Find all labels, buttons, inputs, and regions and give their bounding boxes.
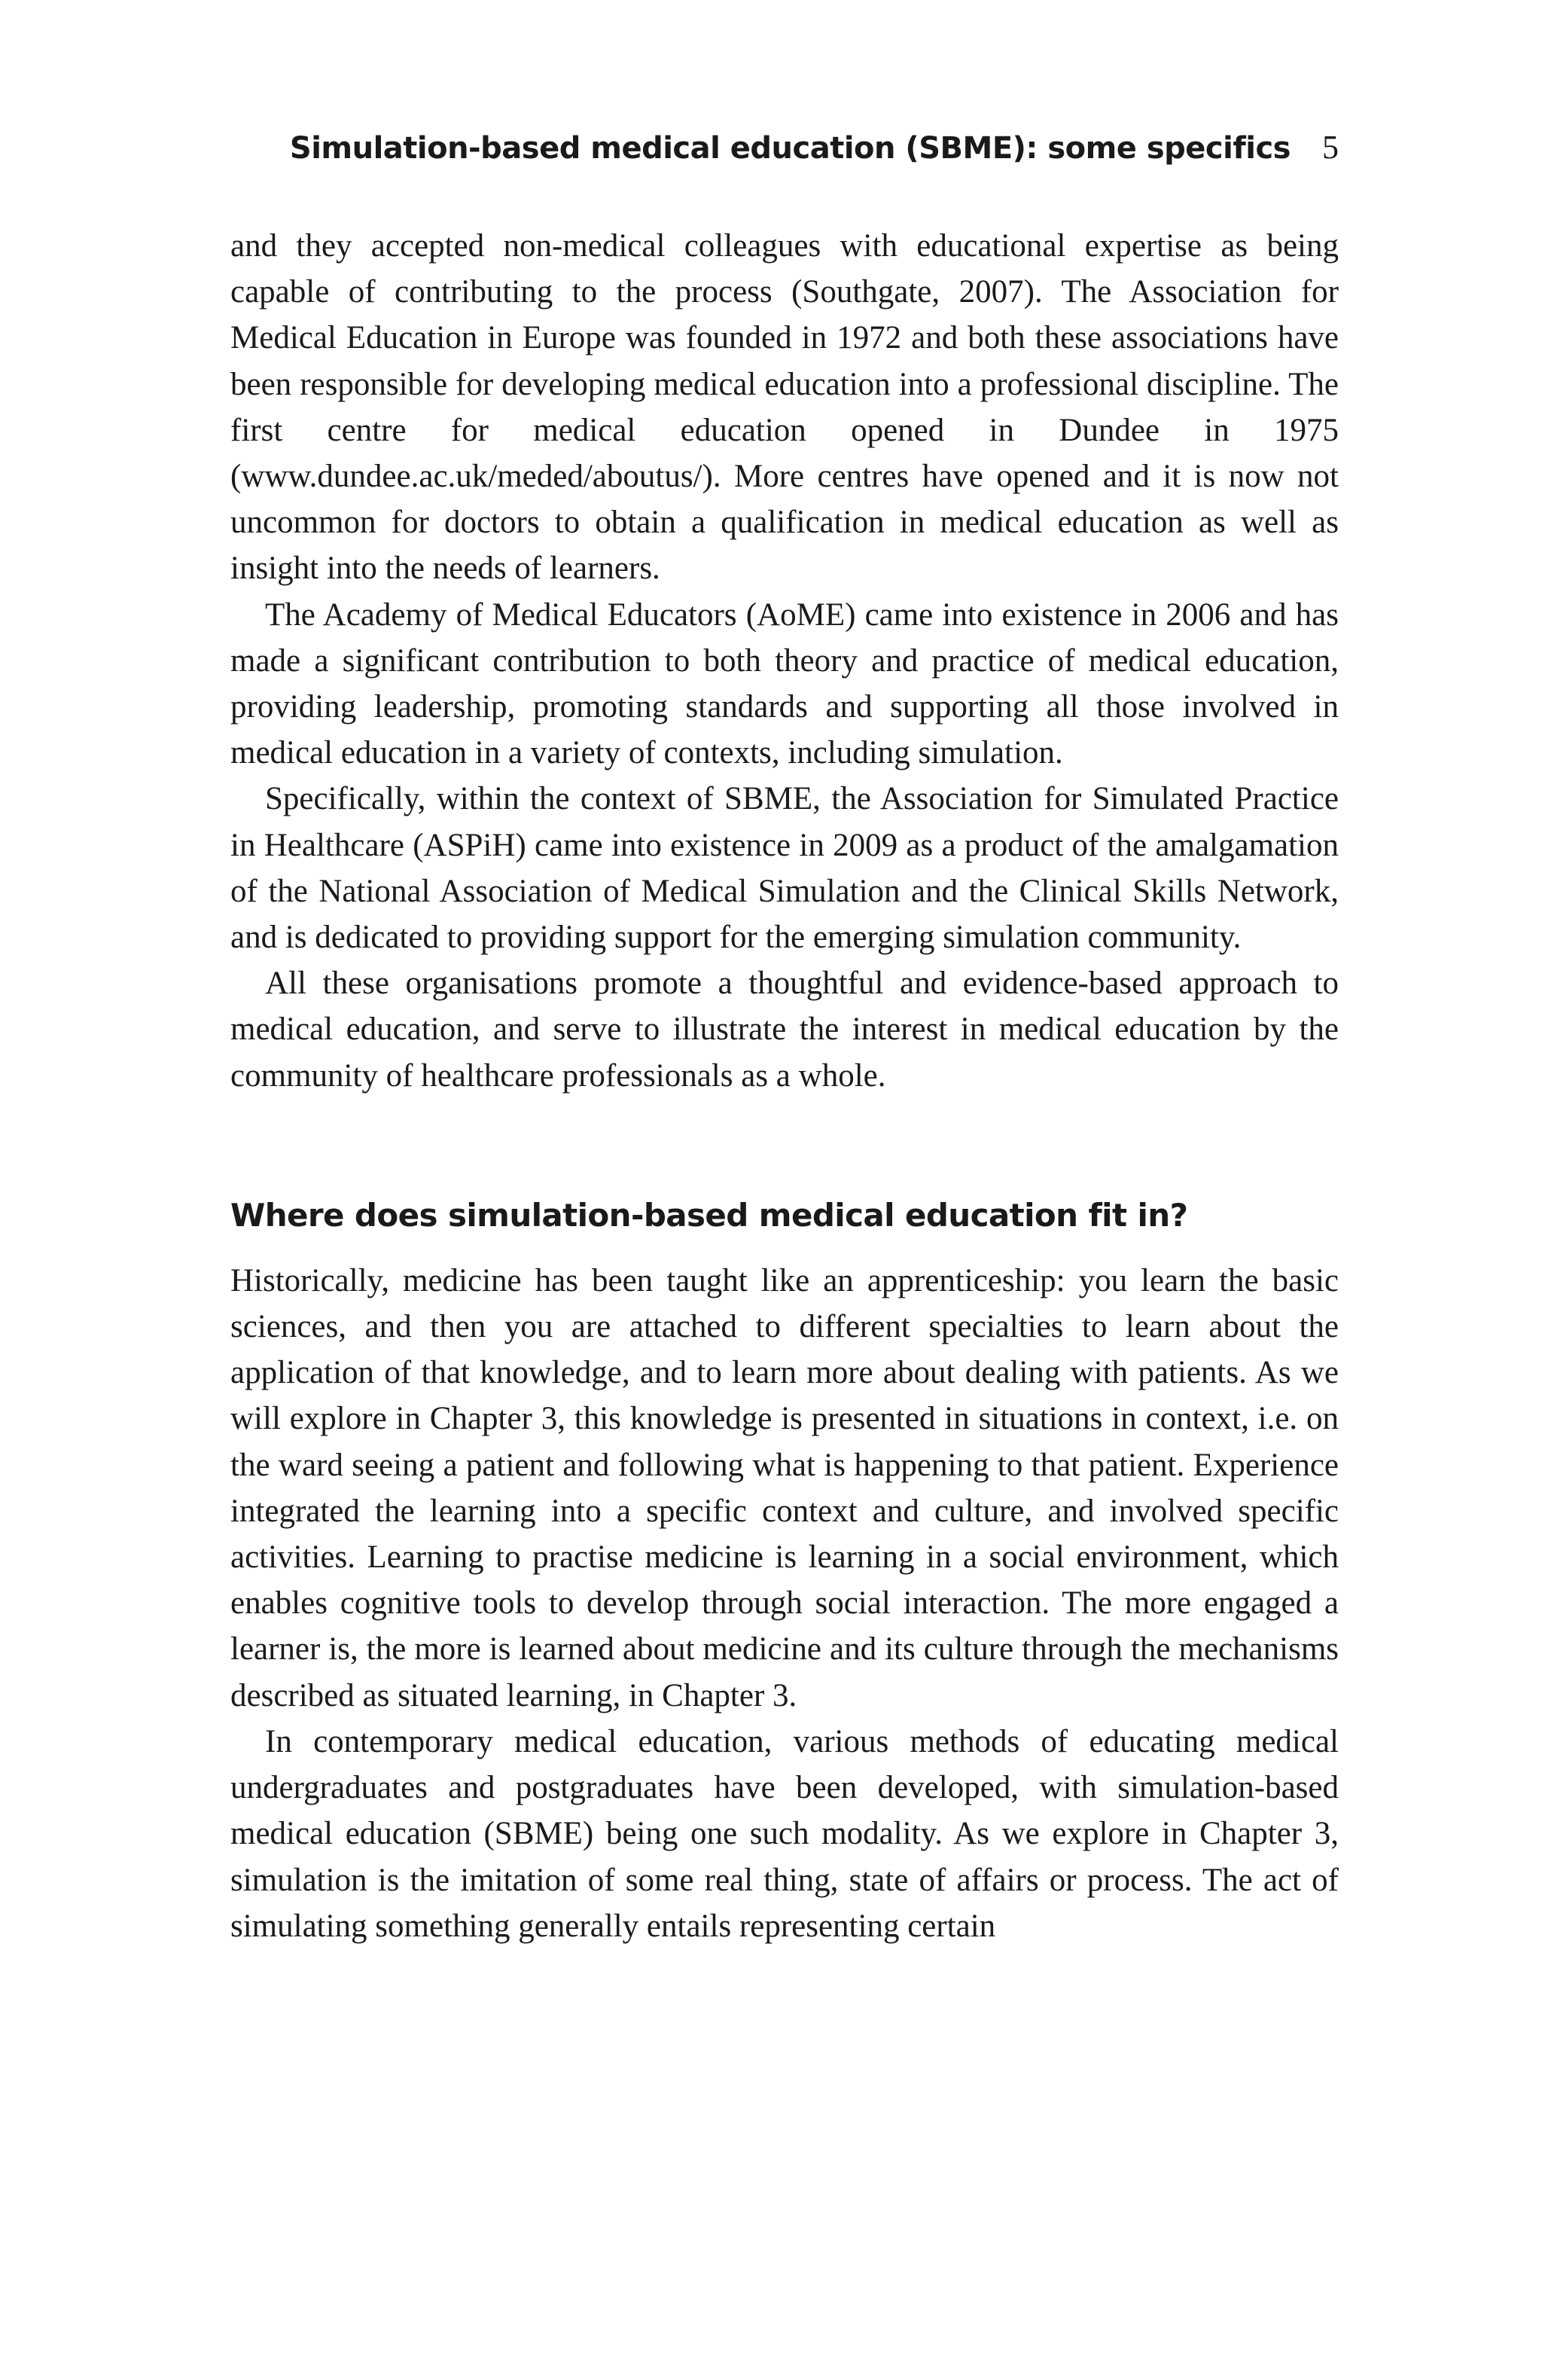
- paragraph-aome: The Academy of Medical Educators (AoME) came into existence in 2006 and has made a significant contribution to both theory and practice of medical education, providing leadership, promoting standards and supporting all those involved in medical education in a variety of contexts, including simulation.: [230, 597, 1339, 771]
- paragraph-historically: Historically, medicine has been taught like an apprenticeship: you learn the basic sciences, and then you are attached to different specialties to learn about the application of that knowledge, and to learn more about dealing with patients. As we will explore in Chapter 3, this knowledge is presented in situations in context, i.e. on the ward seeing a patient and following what is happening to that patient. Experience integrated the learning into a specific context and culture, and involved specific activities. Learning to practise medicine is learning in a social environment, which enables cognitive tools to develop through social interaction. The more engaged a learner is, the more is learned about medicine and its culture through the mechanisms described as situated learning, in Chapter 3.: [230, 1262, 1339, 1713]
- paragraph-continued: and they accepted non-medical colleagues with educational expertise as being capable of contributing to the process (Southgate, 2007). The Association for Medical Education in Europe was founded in 1972 and both these associations have been responsible for developing medical education into a professional discipline. The first centre for medical education opened in Dundee in 1975 (www.dundee.ac.uk/meded/aboutus/). More centres have opened and it is now not uncommon for doctors to obtain a qualification in medical education as well as insight into the needs of learners.: [230, 228, 1339, 587]
- paragraph-contemporary: In contemporary medical education, various methods of educating medical undergraduates and postgraduates have been developed, with simulation-based medical education (SBME) being one such modality. As we explore in Chapter 3, simulation is the imitation of some real thing, state of affairs or process. The act of simulating something generally entails representing certain: [230, 1723, 1339, 1944]
- paragraph-aspih: Specifically, within the context of SBME, the Association for Simulated Practice in Healthcare (ASPiH) came into existence in 2009 as a product of the amalgamation of the National Association of Medical Simulation and the Clinical Skills Network, and is dedicated to providing support for the emerging simulation community.: [230, 781, 1339, 956]
- running-head: [230, 128, 1339, 173]
- paragraph-organisations: All these organisations promote a thoughtful and evidence-based approach to medical education, and serve to illustrate the interest in medical education by the community of healthcare professionals as a whole.: [230, 966, 1339, 1094]
- book-page: [230, 128, 1339, 1949]
- page-number: 5: [1322, 129, 1339, 166]
- running-title: Simulation-based medical education (SBME): some specifics: [289, 131, 1291, 166]
- section-heading: Where does simulation-based medical education fit in?: [230, 1196, 1188, 1234]
